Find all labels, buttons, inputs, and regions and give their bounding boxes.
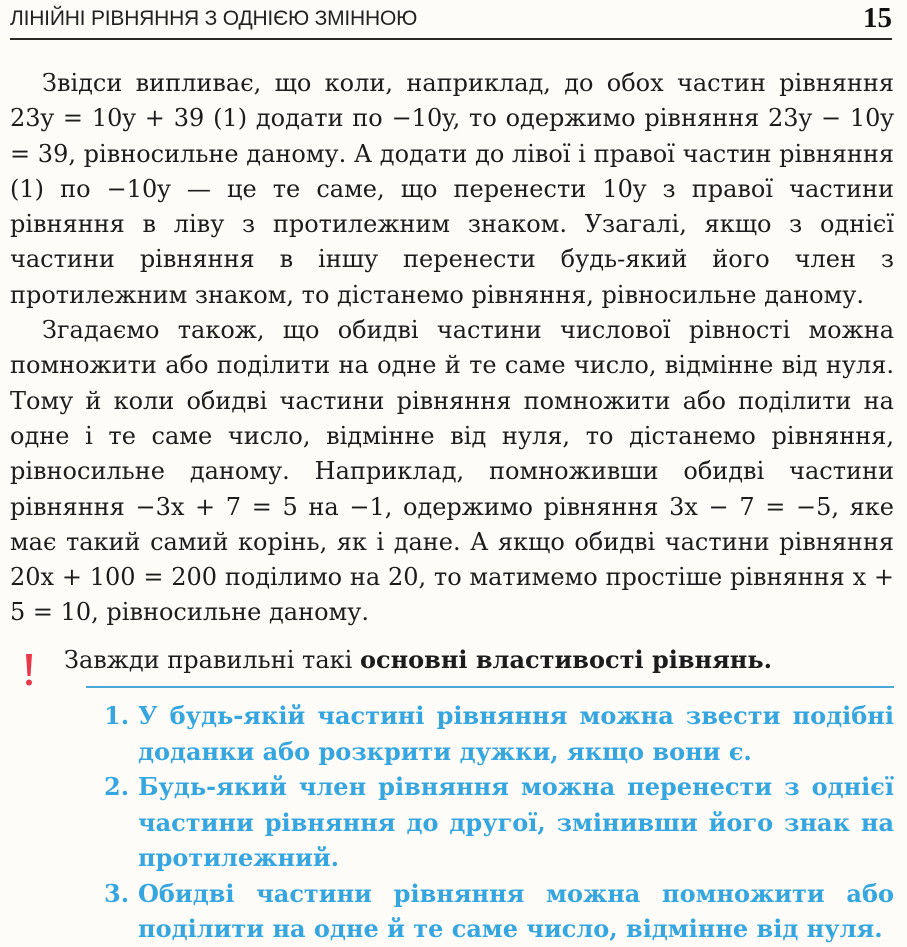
page-header: [10, 4, 892, 40]
running-title: ЛІНІЙНІ РІВНЯННЯ З ОДНІЄЮ ЗМІННОЮ: [10, 7, 418, 30]
property-text: У будь-якій частині рівняння можна звести подібні доданки або розкрити дужки, якщо вони є.: [138, 701, 894, 766]
property-text: Обидві частини рівняння можна помножити або поділити на одне й те саме число, відмінне від нуля.: [138, 878, 894, 943]
body-text: [10, 66, 894, 631]
rule-intro: [64, 642, 894, 678]
property-item: [104, 698, 894, 769]
page-number: 15: [863, 2, 892, 34]
rule-intro-bold: основні властивості рівнянь.: [359, 645, 773, 674]
property-number: 1.: [104, 701, 130, 730]
rule-box: [0, 642, 907, 941]
property-text: Будь-який член рівняння можна перенести з однієї частини рівняння до другої, змінивши його знак на протилежний.: [138, 772, 894, 872]
exclamation-mark-icon: [24, 654, 34, 686]
rule-divider: [86, 686, 894, 688]
property-number: 3.: [104, 878, 130, 908]
paragraph-1: Звідси випливає, що коли, наприклад, до обох частин рівняння 23y = 10y + 39 (1) додати по −10y, то одержимо рівняння 23y − 10y = 39, рівносильне даному. А додати до лівої і правої частин рівняння (1) по −10y — це те саме, що перенести 10y з правої частини рівняння в ліву з протилежним знаком. Узагалі, якщо з однієї частини рівняння в іншу перенести будь-який його член з протилежним знаком, то дістанемо рівняння, рівносильне даному.: [10, 69, 894, 309]
property-item: [104, 876, 894, 947]
property-item: [104, 769, 894, 876]
rule-intro-text: Завжди правильні такі: [64, 646, 353, 674]
property-number: 2.: [104, 772, 130, 801]
paragraph-2: Згадаємо також, що обидві частини числової рівності можна помножити або поділити на одне й те саме число, відмінне від нуля. Тому й коли обидві частини рівняння помножити або поділити на одне і те саме число, відмінне від нуля, то дістанемо рівняння, рівносильне даному. Наприклад, помноживши обидві частини рівняння −3x + 7 = 5 на −1, одержимо рівняння 3x − 7 = −5, яке має такий самий корінь, як і дане. А якщо обидві частини рівняння 20x + 100 = 200 поділимо на 20, то матимемо простіше рівняння x + 5 = 10, рівносильне даному.: [10, 316, 894, 627]
properties-list: [104, 698, 894, 947]
